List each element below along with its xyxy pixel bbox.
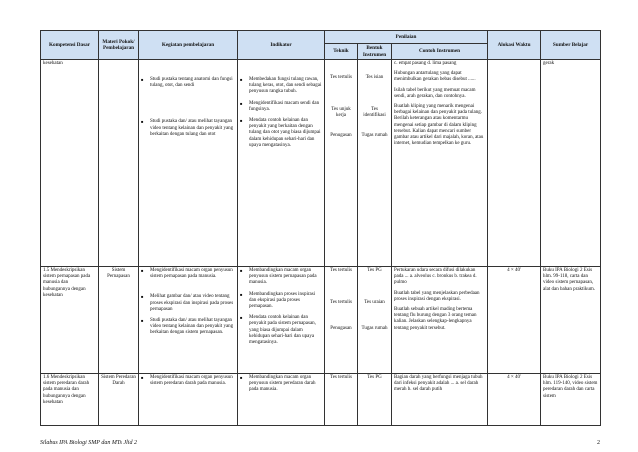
alokasi-cell: 4 × 40' [488, 374, 541, 426]
teknik-item: Tes tertulis [329, 268, 352, 273]
list-item: ■ Mengidentifikasi macam organ penyusun sistem pernapasan pada manusia. [141, 268, 235, 280]
kd-cell: 1.5 Mendeskripsikan sistem pernapasan pada manusia dan hubungannya dengan kesehatan [41, 267, 99, 374]
contoh-cell [392, 267, 488, 374]
teknik-item: Tes tertulis [329, 75, 352, 80]
kd-cell: kesehatan [41, 60, 99, 267]
table-row [41, 267, 601, 374]
list-item: ■ Studi pustaka dan/ atau melihat tayangan video tentang kelainan dan penyakit yang berkaitan dengan tulang dan otot [141, 119, 235, 138]
list-item: ■ Membandingkan macam organ penyusun sistem peredaran darah pada manusia. [240, 375, 322, 394]
contoh-item: Buatlah tabel yang menjelaskan perbedaan proses inspirasi dengan ekspirasi. [394, 290, 480, 302]
sumber-cell: Buku IPA Biologi 2 Esis hlm. 119-140, video sistem peredaran darah dan carta sistem [541, 374, 601, 426]
header-penilaian: Penilaian [325, 31, 488, 44]
sumber-cell: gerak [541, 60, 601, 267]
list-item: ■ Membandingkan proses inspirasi dan ekspirasi pada proses pernapasan. [240, 292, 322, 311]
teknik-cell: Tes tertulis [325, 374, 358, 426]
contoh-item: Hubungan antartulang yang dapat menimbulkan gerakan bebas disebut ...... [394, 71, 476, 83]
bentuk-cell [358, 267, 392, 374]
contoh-item: Buatlah sebuah artikel mading bertema tentang flu burung dengan 3 orang teman kalian. Jelaskan selengkap-lengkapnya tentang penyakit tersebut. [394, 307, 477, 331]
bentuk-cell: Tes PG [358, 374, 392, 426]
header-contoh: Contoh Instrumen [392, 44, 488, 60]
materi-cell: Sistem Pernapasan [99, 267, 139, 374]
bentuk-item: Tugas rumah [361, 326, 388, 331]
teknik-cell [325, 267, 358, 374]
list-item: ■ Mengidentifikasi macam sendi dan fungsinya. [240, 101, 322, 113]
contoh-cell: Bagian darah yang berfungsi menjaga tubuh dari infeksi penyakit adalah ... a. sel darah merah b. sel darah putih [392, 374, 488, 426]
header-kegiatan: Kegiatan pembelajaran [139, 31, 238, 60]
header-alokasi: Alokasi Waktu [488, 31, 541, 60]
header-bentuk: Bentuk Instrumen [358, 44, 392, 60]
bentuk-item [360, 61, 389, 71]
table-row [41, 374, 601, 426]
materi-cell: Sistem Peredaran Darah [99, 374, 139, 426]
contoh-item: c. empat pasang d. lima pasang [394, 61, 457, 66]
header-materi: Materi Pokok/ Pembelajaran [99, 31, 139, 60]
alokasi-cell: 4 × 40' [488, 267, 541, 374]
list-item: ■ Mendata contoh kelainan dan penyakit yang berkaitan dengan tulang dan otot yang biasa dijumpai dalam kehidupan sehari-hari dan upaya mengatasinya. [240, 118, 322, 149]
contoh-item: Isilah tabel berikut yang memuat macam sendi, arah gerakan, dan contohnya. [394, 87, 476, 99]
alokasi-cell [488, 60, 541, 267]
materi-cell [99, 60, 139, 267]
contoh-item: Pertukaran udara secara difusi dilakukan pada ... a. alveolus c. bronkus b. trakea d. pulmo [394, 268, 477, 286]
teknik-cell [325, 60, 358, 267]
kegiatan-cell [139, 60, 238, 267]
kegiatan-cell [139, 267, 238, 374]
list-item: ■ Mendata contoh kelainan dan penyakit pada sistem pernapasan, yang biasa dijumpai dalam kehidupan sehari-hari dan upaya mengatasinya. [240, 315, 322, 346]
teknik-item: Tes tertulis [329, 300, 352, 305]
bentuk-item: Tes uraian [364, 300, 385, 305]
kegiatan-cell [139, 374, 238, 426]
indikator-cell [238, 267, 325, 374]
kd-cell: 1.6 Mendeskripsikan sistem peredaran darah pada manusia dan hubungannya dengan kesehatan [41, 374, 99, 426]
bentuk-item: Tes identifikasi [363, 107, 386, 119]
teknik-item: Penugasan [330, 326, 352, 331]
teknik-item: Tes unjuk kerja [331, 107, 351, 119]
bentuk-cell [358, 60, 392, 267]
sumber-cell: Buku IPA Biologi 2 Esis hlm. 99-118, carta dan video sistem pernapasan, alat dan bahan praktikum. [541, 267, 601, 374]
page-number: 2 [597, 440, 600, 446]
teknik-item [327, 61, 355, 71]
header-indikator: Indikator [238, 31, 325, 60]
bentuk-item: Tes isian [365, 75, 384, 80]
syllabus-table [40, 30, 601, 426]
teknik-item: Penugasan [330, 133, 352, 138]
header-kompetensi: Kompetensi Dasar [41, 31, 99, 60]
list-item: ■ Melihat gambar dan/ atau video tentang proses ekspirasi dan inspirasi pada proses pernapasan [141, 294, 235, 313]
list-item: ■ Membedakan fungsi tulang rawan, tulang keras, otot, dan sendi sebagai penyusun rangka tubuh. [240, 77, 322, 96]
indikator-cell [238, 374, 325, 426]
list-item: ■ Studi pustaka dan/ atau melihat tayangan video tentang kelainan dan penyakit yang berkaitan dengan sistem pernapasan. [141, 318, 235, 337]
list-item: ■ Studi pustaka tentang anatomi dan fungsi tulang, otot, dan sendi [141, 77, 235, 89]
page-footer [40, 440, 600, 446]
list-item: ■ Membandingkan macam organ penyusun sistem pernapasan pada manusia. [240, 268, 322, 287]
footer-title: Silabus IPA Biologi SMP dan MTs Jlid 2 [40, 440, 137, 446]
syllabus-page [40, 30, 600, 426]
bentuk-item: Tes PG [367, 268, 382, 273]
list-item: ■ Mengidentifikasi macam organ penyusun sistem peredaran darah pada manusia. [141, 375, 235, 387]
bentuk-item: Tugas rumah [361, 133, 388, 138]
contoh-cell [392, 60, 488, 267]
table-row [41, 60, 601, 267]
header-sumber: Sumber Belajar [541, 31, 601, 60]
contoh-item: Buatlah kliping yang menarik mengenai berbagai kelainan dan penyakit pada tulang. Berilah keterangan atau komentarmu mengenai setiap gambar di dalam kliping tersebut. Kalian dapat mencari sumber gambar atau artikel dari majalah, koran, atau internet, kemudian tempelkan ke guru. [394, 104, 484, 147]
indikator-cell [238, 60, 325, 267]
header-teknik: Teknik [325, 44, 358, 60]
